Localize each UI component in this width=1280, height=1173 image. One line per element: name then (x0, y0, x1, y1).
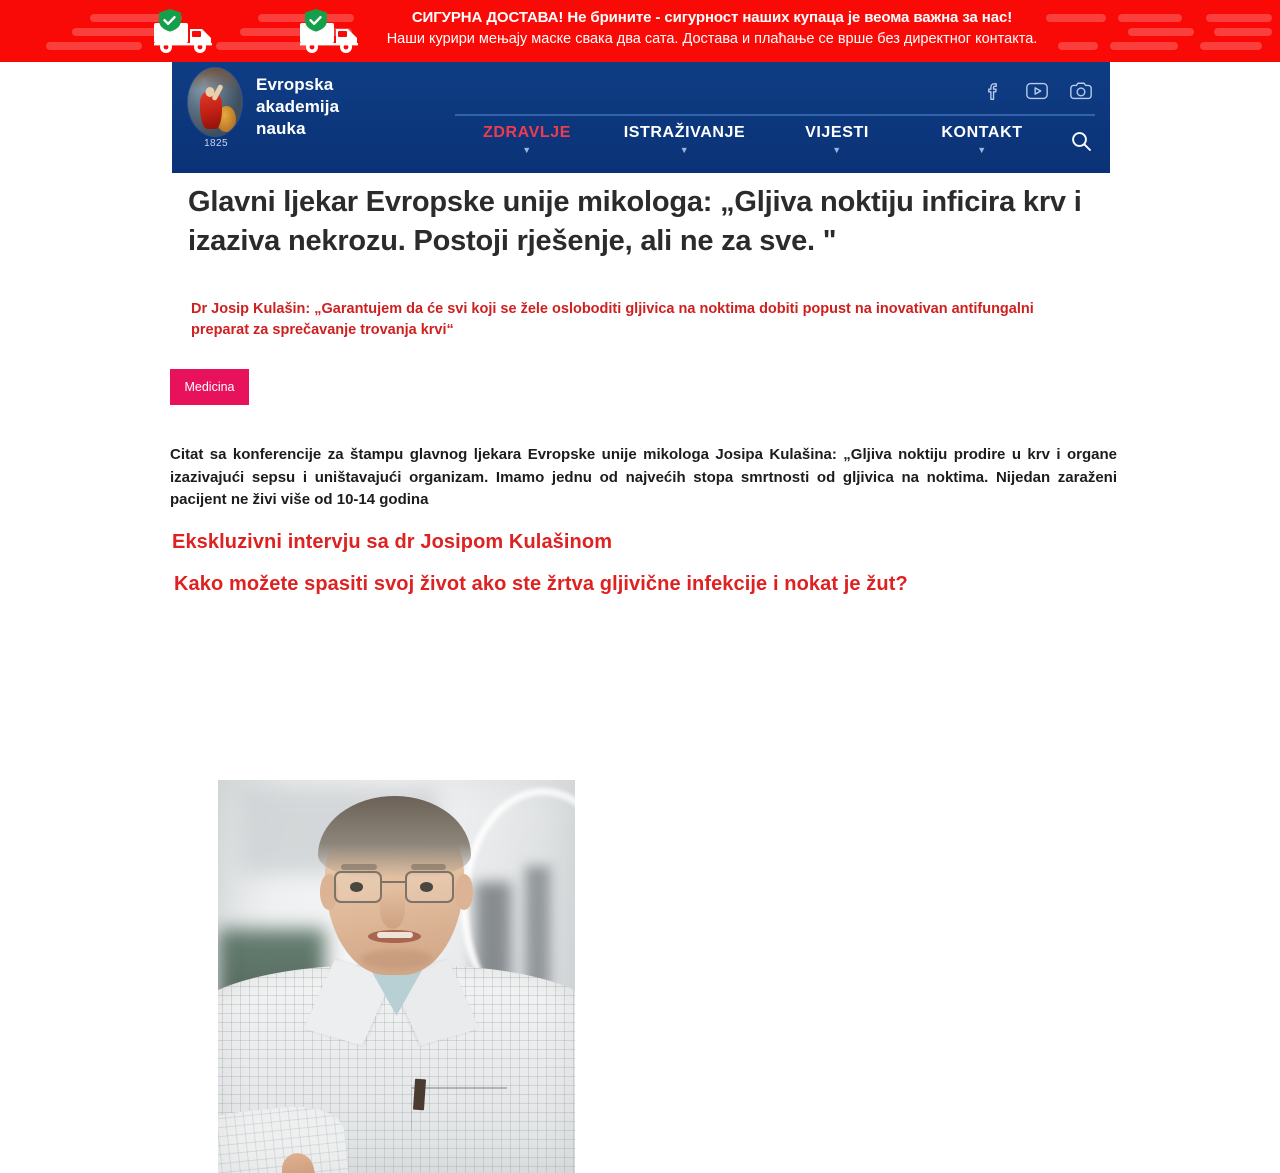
search-icon[interactable] (1070, 130, 1092, 152)
doctor-portrait-photo (218, 780, 575, 1173)
facebook-icon[interactable] (980, 78, 1006, 104)
speed-line (1046, 14, 1106, 22)
promo-headline: СИГУРНА ДОСТАВА! Не брините - сигурност наших купаца је веома важна за нас! (411, 9, 1013, 26)
brand-name-line3: nauka (256, 119, 306, 138)
speed-line (1110, 42, 1178, 50)
social-links (980, 78, 1094, 104)
brand-name (256, 68, 339, 140)
section-heading-interview: Ekskluzivni intervju sa dr Josipom Kulašinom (172, 531, 613, 553)
nav-item-zdravlje[interactable] (452, 124, 602, 156)
nav-item-vijesti[interactable] (767, 124, 907, 156)
main-navigation (452, 124, 1097, 156)
nav-item-label: VIJESTI (805, 124, 869, 141)
site-header (172, 62, 1110, 173)
chevron-down-icon: ▼ (832, 145, 842, 155)
youtube-icon[interactable] (1024, 78, 1050, 104)
delivery-truck-icon (148, 8, 226, 56)
promo-subline: Наши курири мењају маске свака два сата. Достава и плаћање се врше без директног контакта. (386, 31, 1038, 47)
page-title: Glavni ljekar Evropske unije mikologa: „Gljiva noktiju inficira krv i izaziva nekrozu. Postoji rješenje, ali ne za sve. " (188, 186, 1082, 257)
category-badge-medicina[interactable]: Medicina (170, 369, 249, 405)
speed-line (1214, 28, 1272, 36)
brand-logo[interactable] (188, 68, 340, 149)
brand-name-line2: akademija (256, 97, 340, 116)
nav-item-label: KONTAKT (941, 124, 1023, 141)
chevron-down-icon: ▼ (977, 145, 987, 155)
instagram-icon[interactable] (1068, 78, 1094, 104)
speed-line (1206, 14, 1272, 22)
chevron-down-icon: ▼ (522, 145, 532, 155)
speed-line (1118, 14, 1182, 22)
promo-delivery-banner (0, 0, 1280, 62)
nav-item-kontakt[interactable] (907, 124, 1057, 156)
nav-item-label: ISTRAŽIVANJE (623, 124, 746, 141)
nav-divider (455, 114, 1095, 116)
nav-item-istrazivanje[interactable] (602, 124, 767, 156)
chevron-down-icon: ▼ (679, 145, 690, 155)
article-body-text: Citat sa konferencije za štampu glavnog ljekara Evropske unije mikologa Josipa Kulašina: „Gljiva noktiju prodire u krv i organe izazivajući sepsu i uništavajući organizam. Imamo jednu od najvećih stopa smrtnosti od gljivica na noktima. Nijedan zaraženi pacijent ne živi više od 10-14 godina (170, 446, 1117, 508)
speed-line (1058, 42, 1098, 50)
speed-line (1200, 42, 1262, 50)
nav-item-label: ZDRAVLJE (482, 124, 572, 141)
brand-name-line1: Evropska (256, 75, 334, 94)
speed-line (1128, 28, 1194, 36)
seal-year: 1825 (204, 138, 228, 149)
promo-text-block (372, 8, 1052, 50)
delivery-truck-icon (294, 8, 372, 56)
speed-line (46, 42, 142, 50)
section-heading-question: Kako možete spasiti svoj život ako ste žrtva gljivične infekcije i nokat je žut? (174, 573, 908, 595)
article-subtitle: Dr Josip Kulašin: „Garantujem da će svi koji se žele osloboditi gljivica na noktima dobiti popust na inovativan antifungalni preparat za sprečavanje trovanja krvi“ (191, 301, 1034, 338)
academy-seal-icon (188, 68, 244, 149)
